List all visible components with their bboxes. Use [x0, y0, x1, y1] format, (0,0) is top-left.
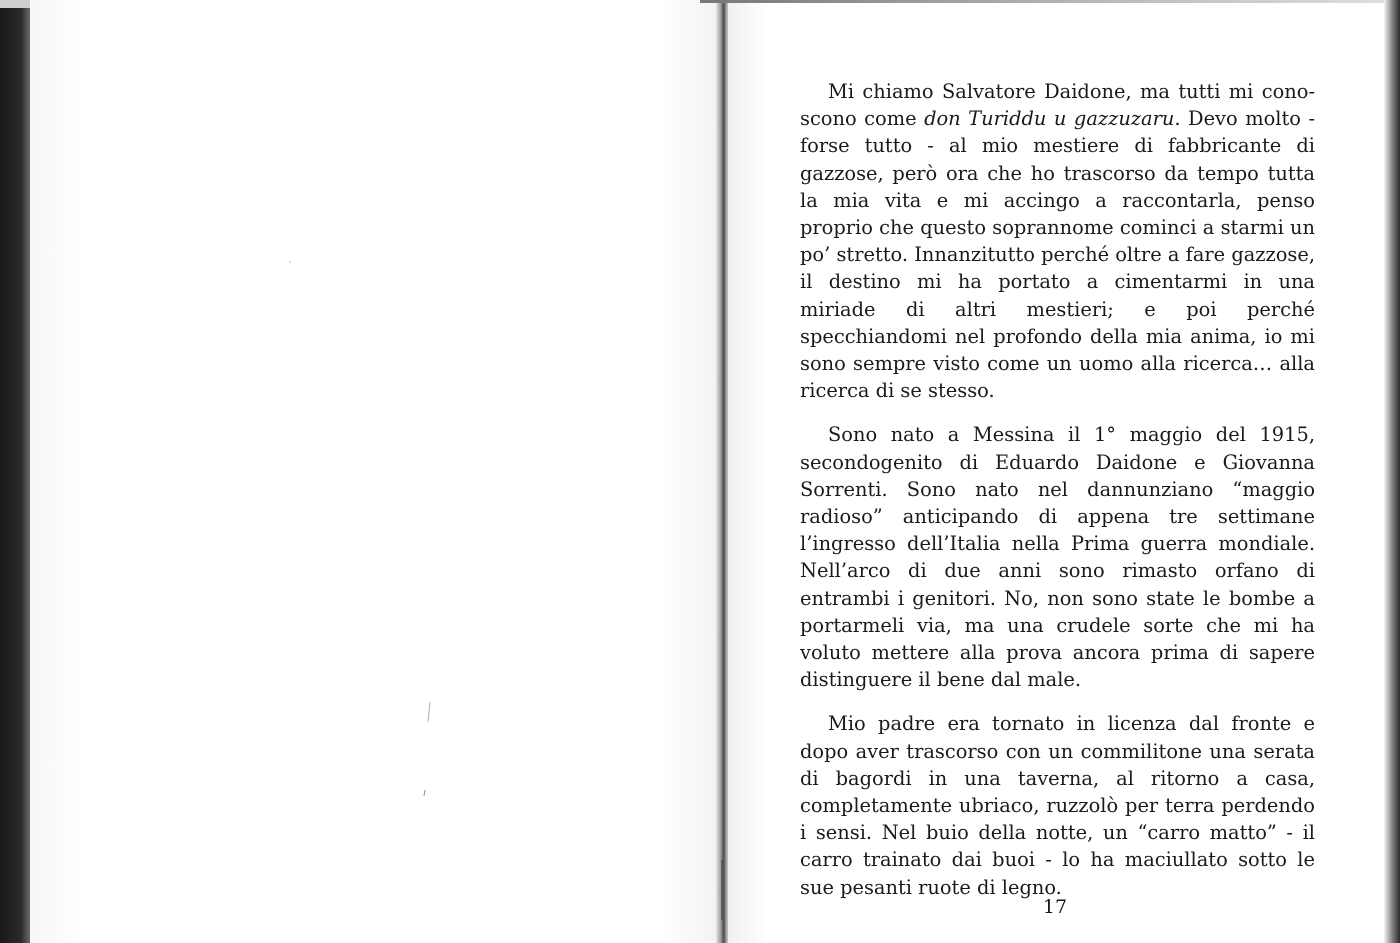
paragraph-1-text-b: . Devo molto - forse tutto - al mio mestiere di fabbricante di gazzose, però ora che ho trascorso da tempo tutta la mia vita e mi accingo a raccontarla, penso proprio che questo soprannome cominci a starmi un po’ stretto. Innanzitutto perché oltre a fare gazzose, il destino mi ha portato a cimentarmi in una miriade di altri mestieri; e poi perché specchiandomi nel profondo della mia anima, io mi sono sempre visto come un uomo alla ricerca… alla ricerca di se stesso.: [800, 107, 1315, 403]
scan-edge-left: [0, 0, 30, 943]
paragraph-1-nickname: don Turiddu u gazzuzaru: [924, 107, 1175, 131]
paragraph-2: [800, 421, 1315, 693]
body-text: [800, 78, 1315, 901]
paragraph-1: [800, 78, 1315, 404]
page-number: 17: [1042, 896, 1068, 918]
paragraph-2-text: Sono nato a Messina il 1° maggio del 1915, secondogenito di Eduardo Daidone e Giovanna Sorrenti. Sono nato nel dannunziano “maggio radioso” anticipando di appena tre settimane l’ingresso dell’Italia nella Prima guerra mondiale. Nell’arco di due anni sono rimasto orfano di entrambi i genitori. No, non sono state le bombe a portarmeli via, ma una crudele sorte che mi ha voluto mettere alla prova ancora prima di sapere distinguere il bene dal male.: [800, 423, 1315, 692]
paragraph-1-text-a: Mi chiamo Salvatore Daidone, ma tutti mi conoscono come: [800, 80, 1315, 131]
paragraph-3-text: Mio padre era tornato in licenza dal fronte e dopo aver trascorso con un commilitone una serata di bagordi in una taverna, al ritorno a casa, completamente ubriaco, ruzzolò per terra perdendo i sensi. Nel buio della notte, un “carro matto” - il carro trainato dai buoi - lo ha maciullato sotto le sue pesanti ruote di legno.: [800, 712, 1315, 899]
scan-edge-right: [1384, 0, 1400, 943]
scan-top-edge: [700, 0, 1384, 3]
left-page: [30, 0, 718, 943]
paragraph-3: [800, 710, 1315, 900]
